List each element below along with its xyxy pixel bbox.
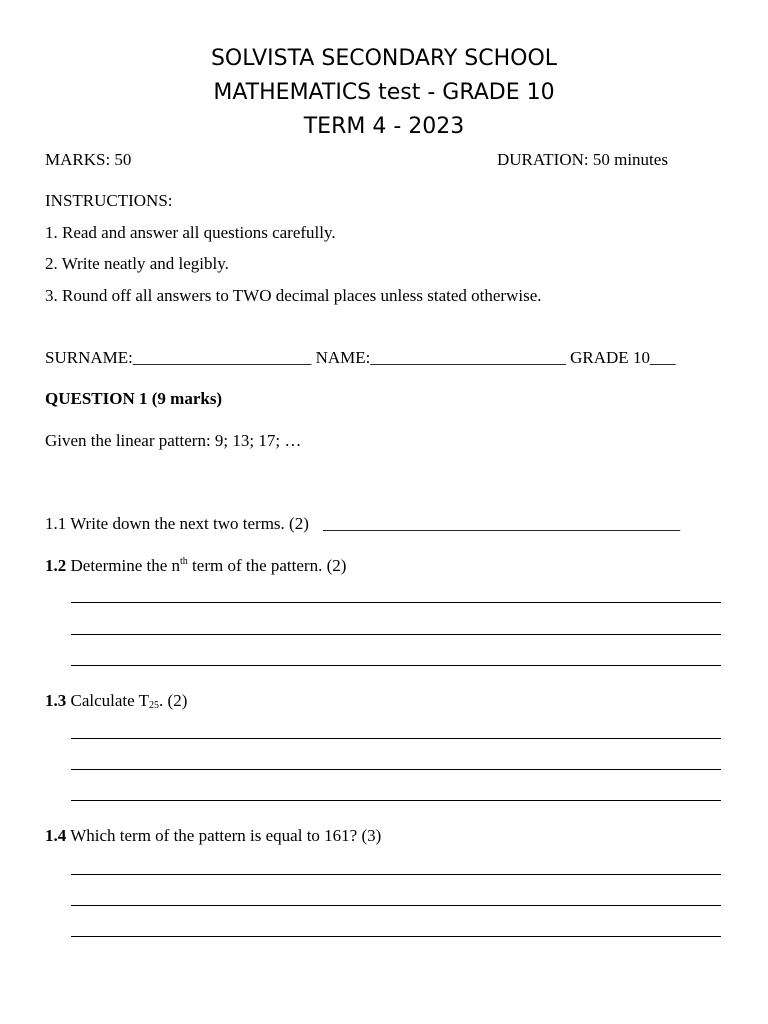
question-number: 1.3 xyxy=(45,691,67,710)
answer-line[interactable] xyxy=(71,602,721,603)
question-1-1 xyxy=(45,514,680,534)
answer-line[interactable] xyxy=(71,634,721,635)
duration-label: DURATION: 50 minutes xyxy=(497,150,668,169)
answer-line[interactable] xyxy=(71,800,721,801)
instruction-item: 3. Round off all answers to TWO decimal places unless stated otherwise. xyxy=(45,286,542,305)
name-field[interactable]: _______________________ xyxy=(370,348,566,367)
name-label: NAME: xyxy=(315,348,371,367)
question-1-3-text-end: . (2) xyxy=(159,691,188,710)
answer-line[interactable] xyxy=(71,738,721,739)
instruction-item: 2. Write neatly and legibly. xyxy=(45,254,229,273)
grade-label: GRADE 10 xyxy=(570,348,650,367)
grade-field[interactable]: ___ xyxy=(649,348,676,367)
answer-line[interactable] xyxy=(71,936,721,937)
surname-field[interactable]: _____________________ xyxy=(132,348,312,367)
school-name: SOLVISTA SECONDARY SCHOOL xyxy=(210,46,558,71)
answer-line[interactable] xyxy=(71,905,721,906)
question-number: 1.2 xyxy=(45,556,67,575)
question-1-intro: Given the linear pattern: 9; 13; 17; … xyxy=(45,431,302,450)
answer-line[interactable] xyxy=(71,874,721,875)
subscript-25: 25 xyxy=(149,700,160,711)
answer-1-1-field[interactable]: __________________________________________ xyxy=(323,514,681,533)
question-1-4 xyxy=(45,826,381,846)
question-1-2-text-start: Determine the n xyxy=(70,556,181,575)
question-1-1-text: 1.1 Write down the next two terms. (2) xyxy=(45,514,309,533)
surname-label: SURNAME: xyxy=(45,348,133,367)
question-1-3 xyxy=(45,691,187,711)
instruction-item: 1. Read and answer all questions carefully. xyxy=(45,223,336,242)
question-number: 1.4 xyxy=(45,826,67,845)
test-term: TERM 4 - 2023 xyxy=(303,114,465,139)
marks-label: MARKS: 50 xyxy=(45,150,132,169)
answer-line[interactable] xyxy=(71,665,721,666)
test-subject: MATHEMATICS test - GRADE 10 xyxy=(213,80,555,105)
question-1-4-text: Which term of the pattern is equal to 161? (3) xyxy=(70,826,382,845)
superscript-th: th xyxy=(180,556,188,567)
question-1-2-text-end: term of the pattern. (2) xyxy=(187,556,347,575)
answer-line[interactable] xyxy=(71,769,721,770)
question-1-3-text-start: Calculate T xyxy=(70,691,150,710)
question-1-heading: QUESTION 1 (9 marks) xyxy=(45,389,223,408)
student-details-row xyxy=(45,348,675,368)
question-1-2 xyxy=(45,556,346,576)
instructions-heading: INSTRUCTIONS: xyxy=(45,191,173,210)
